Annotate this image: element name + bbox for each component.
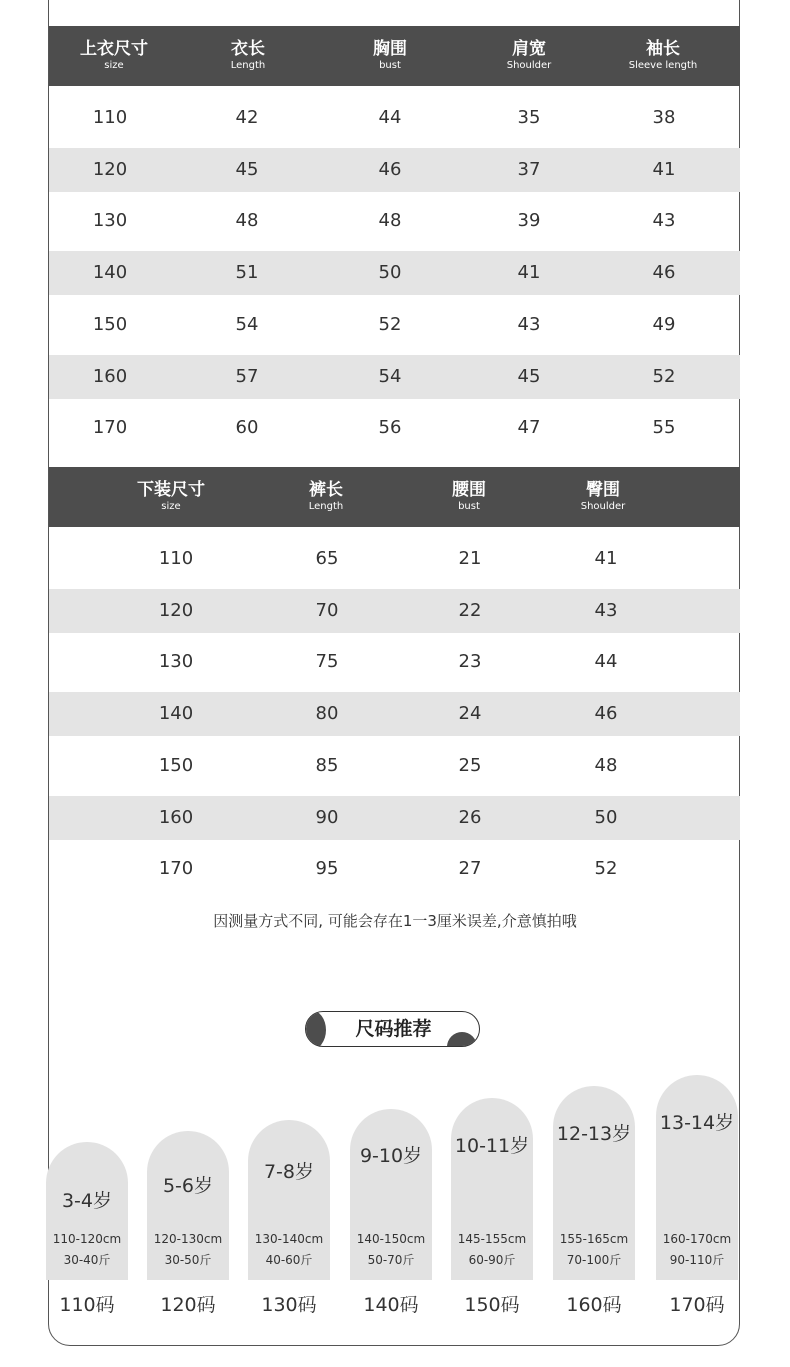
card-weight: 40-60斤	[265, 1253, 313, 1267]
table-cell: 24	[458, 703, 482, 725]
table-cell: 37	[517, 158, 541, 180]
size-card	[248, 1120, 330, 1280]
header-bottom-hip	[581, 467, 626, 527]
header-en: Length	[230, 60, 266, 71]
header-zh: 袖长	[646, 39, 680, 59]
table-cell: 55	[652, 417, 676, 439]
header-zh: 衣长	[231, 39, 265, 59]
table-cell: 150	[158, 754, 194, 776]
card-height: 160-170cm	[662, 1232, 732, 1246]
table-cell: 65	[315, 548, 339, 569]
table-cell: 42	[235, 107, 259, 128]
table-cell: 90	[315, 806, 339, 828]
size-card	[46, 1142, 128, 1280]
recommend-title-pill	[305, 1011, 480, 1047]
card-age: 13-14岁	[659, 1112, 735, 1134]
header-en: size	[161, 501, 181, 512]
card-age: 7-8岁	[263, 1161, 315, 1183]
card-weight: 60-90斤	[468, 1253, 516, 1267]
table-cell: 120	[158, 599, 194, 621]
size-card	[147, 1131, 229, 1280]
table-cell: 50	[378, 262, 402, 284]
table-cell: 140	[92, 262, 128, 284]
table-row	[49, 796, 740, 840]
card-age: 3-4岁	[61, 1190, 113, 1212]
measurement-note: 因测量方式不同, 可能会存在1一3厘米误差,介意慎拍哦	[213, 912, 577, 930]
table-cell: 160	[92, 365, 128, 387]
card-weight: 30-40斤	[63, 1253, 111, 1267]
table-cell: 46	[378, 158, 402, 180]
header-en: Sleeve length	[628, 60, 698, 71]
header-bottom-size	[137, 467, 205, 527]
card-size-label: 150码	[464, 1294, 520, 1316]
header-en: Length	[308, 501, 344, 512]
header-bottom-length	[309, 467, 344, 527]
recommend-title: 尺码推荐	[355, 1018, 432, 1040]
table-cell: 130	[92, 210, 128, 232]
card-size-label: 140码	[363, 1294, 419, 1316]
card-age: 12-13岁	[556, 1123, 632, 1145]
table-cell: 43	[517, 313, 541, 335]
table-cell: 54	[235, 313, 259, 335]
table-cell: 140	[158, 703, 194, 725]
table-row	[49, 303, 740, 347]
table-row	[49, 96, 740, 140]
table-cell: 38	[652, 107, 676, 128]
card-height: 145-155cm	[457, 1232, 527, 1246]
table-cell: 170	[92, 417, 128, 439]
header-zh: 胸围	[373, 39, 407, 59]
card-weight: 30-50斤	[164, 1253, 212, 1267]
table-row	[49, 589, 740, 633]
table-cell: 170	[158, 858, 194, 880]
table-row	[49, 148, 740, 192]
header-en: size	[104, 60, 124, 71]
table-cell: 70	[315, 599, 339, 621]
table-row	[49, 692, 740, 736]
table-cell: 41	[652, 158, 676, 180]
table-row	[49, 406, 740, 450]
size-card	[350, 1109, 432, 1280]
table-cell: 22	[458, 599, 482, 621]
header-en: Shoulder	[506, 60, 552, 71]
table-cell: 35	[517, 107, 541, 128]
table-cell: 48	[378, 210, 402, 232]
card-age: 5-6岁	[162, 1175, 214, 1197]
card-height: 110-120cm	[52, 1232, 122, 1246]
table-cell: 45	[235, 158, 259, 180]
table-cell: 45	[517, 365, 541, 387]
table-cell: 41	[517, 262, 541, 284]
card-size-label: 120码	[160, 1294, 216, 1316]
table-cell: 130	[158, 651, 194, 673]
header-top-length	[231, 26, 266, 86]
header-zh: 下装尺寸	[137, 480, 205, 500]
table-row	[49, 355, 740, 399]
card-height: 155-165cm	[559, 1232, 629, 1246]
card-weight: 50-70斤	[367, 1253, 415, 1267]
table-cell: 75	[315, 651, 339, 673]
header-zh: 裤长	[309, 480, 343, 500]
card-height: 120-130cm	[153, 1232, 223, 1246]
header-bottom-waist	[452, 467, 486, 527]
table-cell: 52	[378, 313, 402, 335]
header-zh: 腰围	[452, 480, 486, 500]
table-row	[49, 199, 740, 243]
top-table-header	[49, 26, 740, 86]
table-cell: 120	[92, 158, 128, 180]
card-age: 10-11岁	[454, 1135, 530, 1157]
table-cell: 57	[235, 365, 259, 387]
header-zh: 上衣尺寸	[80, 39, 148, 59]
table-cell: 27	[458, 858, 482, 880]
header-zh: 肩宽	[512, 39, 546, 59]
table-cell: 110	[158, 548, 194, 569]
table-cell: 49	[652, 313, 676, 335]
header-top-sleeve	[629, 26, 698, 86]
size-card	[451, 1098, 533, 1280]
card-size-label: 110码	[59, 1294, 115, 1316]
header-top-bust	[373, 26, 407, 86]
table-cell: 46	[594, 703, 618, 725]
size-card	[553, 1086, 635, 1280]
card-size-label: 170码	[669, 1294, 725, 1316]
card-size-label: 130码	[261, 1294, 317, 1316]
table-cell: 43	[594, 599, 618, 621]
table-cell: 80	[315, 703, 339, 725]
table-cell: 47	[517, 417, 541, 439]
table-cell: 48	[594, 754, 618, 776]
card-height: 140-150cm	[356, 1232, 426, 1246]
table-cell: 160	[158, 806, 194, 828]
bottom-table-header	[49, 467, 740, 527]
table-cell: 21	[458, 548, 482, 569]
size-card	[656, 1075, 738, 1280]
header-top-size	[80, 26, 148, 86]
table-cell: 85	[315, 754, 339, 776]
table-cell: 51	[235, 262, 259, 284]
table-row	[49, 744, 740, 788]
table-cell: 25	[458, 754, 482, 776]
table-row	[49, 847, 740, 891]
table-cell: 39	[517, 210, 541, 232]
header-top-shoulder	[507, 26, 552, 86]
card-weight: 70-100斤	[566, 1253, 622, 1267]
table-cell: 52	[594, 858, 618, 880]
table-cell: 41	[594, 548, 618, 569]
table-row	[49, 537, 740, 581]
table-cell: 48	[235, 210, 259, 232]
header-en: bust	[379, 60, 401, 71]
table-cell: 54	[378, 365, 402, 387]
table-cell: 150	[92, 313, 128, 335]
table-cell: 110	[92, 107, 128, 128]
table-cell: 60	[235, 417, 259, 439]
table-cell: 50	[594, 806, 618, 828]
header-en: bust	[458, 501, 480, 512]
table-row	[49, 251, 740, 295]
table-cell: 43	[652, 210, 676, 232]
card-size-label: 160码	[566, 1294, 622, 1316]
card-weight: 90-110斤	[669, 1253, 725, 1267]
table-cell: 56	[378, 417, 402, 439]
table-cell: 44	[378, 107, 402, 128]
table-cell: 95	[315, 858, 339, 880]
card-height: 130-140cm	[254, 1232, 324, 1246]
header-en: Shoulder	[580, 501, 626, 512]
table-cell: 44	[594, 651, 618, 673]
table-cell: 26	[458, 806, 482, 828]
table-cell: 23	[458, 651, 482, 673]
header-zh: 臀围	[586, 480, 620, 500]
table-cell: 52	[652, 365, 676, 387]
table-cell: 46	[652, 262, 676, 284]
card-age: 9-10岁	[359, 1145, 423, 1167]
table-row	[49, 640, 740, 684]
